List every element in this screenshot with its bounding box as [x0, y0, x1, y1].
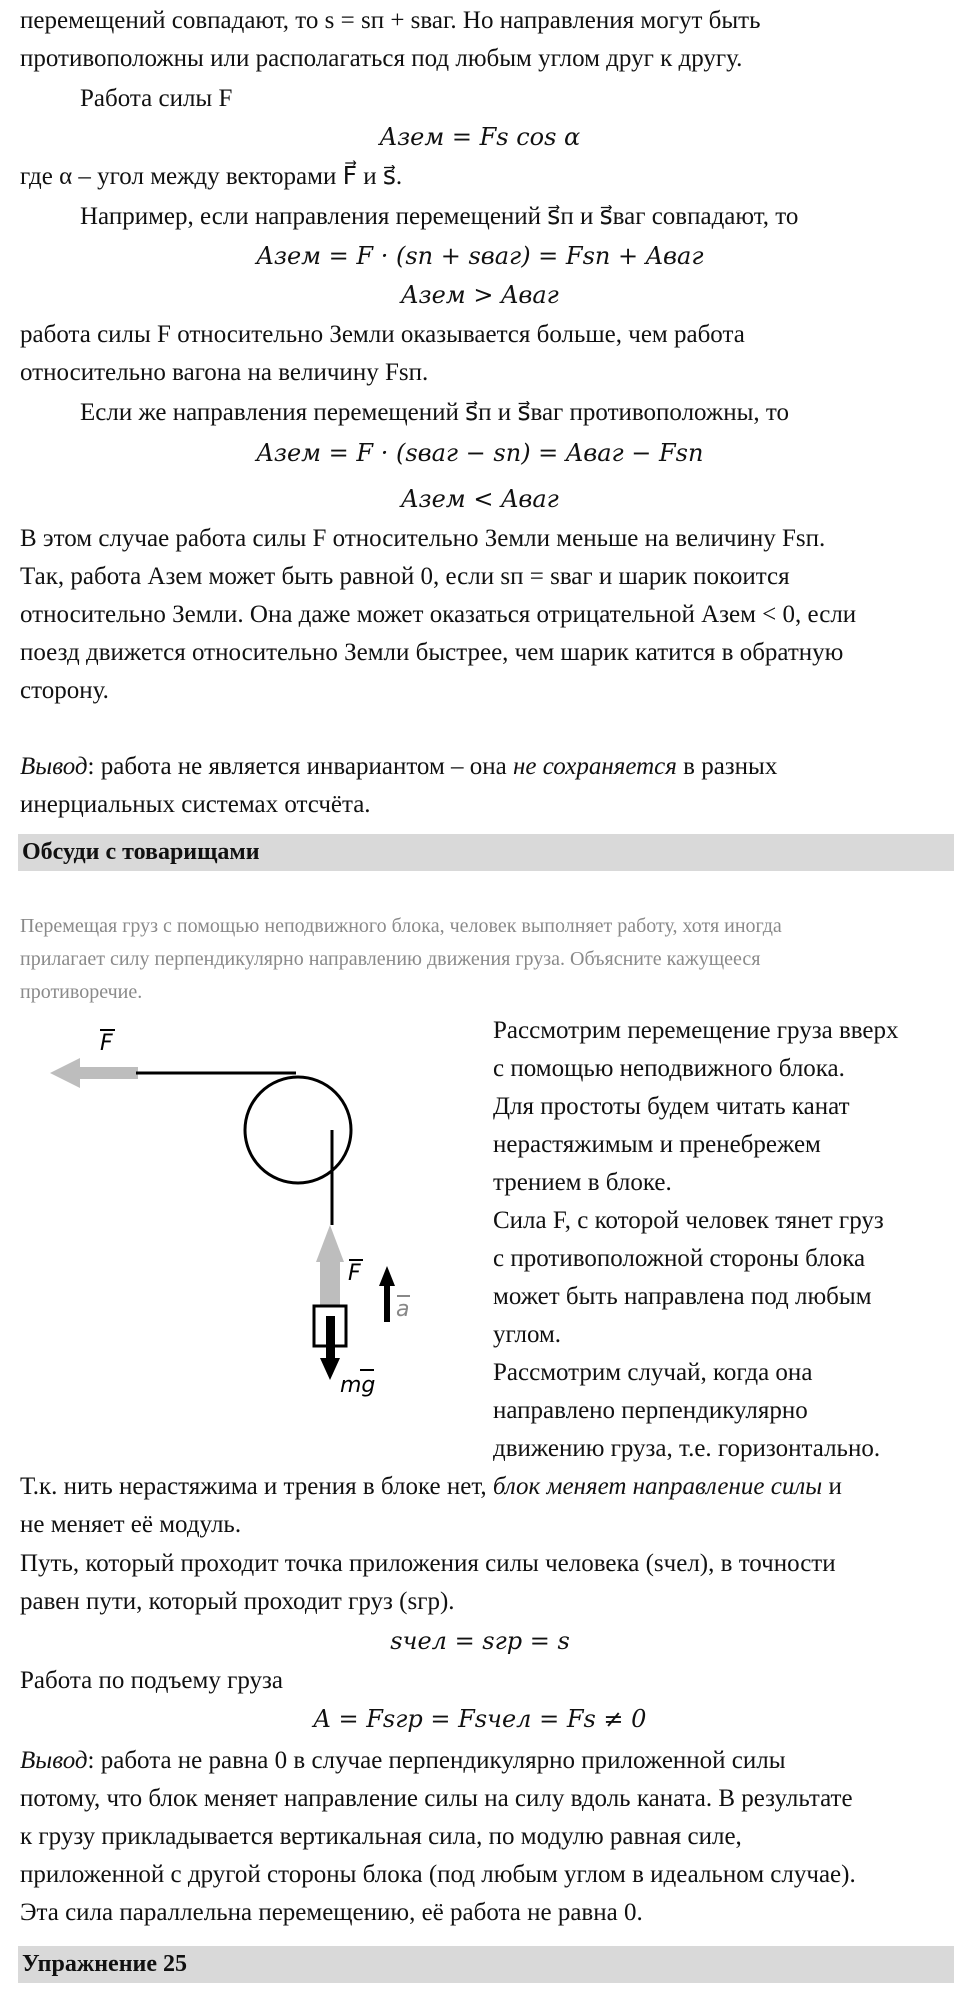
where-line: где α – угол между векторами F⃗ и s⃗. [20, 163, 403, 190]
text-emphasis: блок меняет направление силы [492, 1473, 823, 1500]
right-column [493, 1012, 953, 1468]
pulley-diagram [20, 1020, 440, 1400]
text-span: и [822, 1473, 842, 1500]
text-span: Т.к. нить нерастяжима и трения в блоке нет, [20, 1473, 493, 1500]
opposite-line: Если же направления перемещений s⃗п и s⃗ваг противоположны, то [80, 399, 789, 426]
right-line: с помощью неподвижного блока. [493, 1055, 845, 1082]
right-line: направлено перпендикулярно [493, 1397, 808, 1424]
pulley-wheel [245, 1077, 351, 1183]
force-arrow-head [50, 1058, 80, 1088]
paragraph-line: инерциальных системах отсчёта. [20, 791, 371, 818]
formula-path: sчел = sгр = s [390, 1627, 570, 1655]
tension-arrow-shaft [320, 1260, 340, 1306]
force-arrow-shaft [78, 1067, 138, 1079]
formula-greater: Aзем > Aваг [401, 281, 559, 309]
label-force-side: F [348, 1261, 361, 1286]
paragraph-line: противоположны или располагаться под любым углом друг к другу. [20, 45, 743, 72]
paragraph-line: Так, работа Aзем может быть равной 0, если sп = sваг и шарик покоится [20, 563, 790, 590]
paragraph-line: к грузу прикладывается вертикальная сила, по модулю равная силе, [20, 1823, 742, 1850]
formula-work-earth: Aзем = Fs cos α [379, 123, 581, 151]
question-line: прилагает силу перпендикулярно направлению движения груза. Объясните кажущееся [20, 948, 761, 970]
paragraph-line: работа силы F относительно Земли оказывается больше, чем работа [20, 321, 745, 348]
conclusion-line [20, 1742, 786, 1780]
paragraph-line: сторону. [20, 677, 109, 704]
paragraph-line: приложенной с другой стороны блока (под любым углом в идеальном случае). [20, 1861, 856, 1888]
formula-sum: Aзем = F · (sп + sваг) = Fsп + Aваг [256, 242, 704, 270]
conclusion-text: : работа не равна 0 в случае перпендикулярно приложенной силы [87, 1747, 786, 1774]
right-line: движению груза, т.е. горизонтально. [493, 1435, 881, 1462]
right-line: Рассмотрим случай, когда она [493, 1359, 813, 1386]
label-acceleration: a [396, 1297, 410, 1322]
paragraph-line: Эта сила параллельна перемещению, её работа не равна 0. [20, 1899, 643, 1926]
formula-difference: Aзем = F · (sваг − sп) = Aваг − Fsп [256, 439, 704, 467]
conclusion-word: Вывод [20, 753, 88, 780]
right-line: Рассмотрим перемещение груза вверх [493, 1017, 899, 1044]
formula-less: Aзем < Aваг [401, 485, 559, 513]
example-line: Например, если направления перемещений s⃗п и s⃗ваг совпадают, то [80, 203, 799, 230]
acceleration-arrow-head [379, 1266, 395, 1286]
right-line: Для простоты будем читать канат [493, 1093, 850, 1120]
paragraph-line: В этом случае работа силы F относительно Земли меньше на величину Fsп. [20, 525, 826, 552]
label-force-top: F [100, 1031, 113, 1056]
gravity-arrow-head [320, 1358, 340, 1380]
right-line: может быть направлена под любым [493, 1283, 872, 1310]
conclusion-text-end: в разных [676, 753, 778, 780]
conclusion-word: Вывод [20, 1747, 88, 1774]
label-gravity: mg [340, 1373, 376, 1398]
paragraph-line: не меняет её модуль. [20, 1511, 242, 1538]
paragraph-line: поезд движется относительно Земли быстрее, чем шарик катится в обратную [20, 639, 844, 666]
paragraph-line [20, 1468, 842, 1506]
section-header-discuss: Обсуди с товарищами [18, 834, 954, 871]
acceleration-arrow-shaft [384, 1282, 390, 1322]
paragraph-line: относительно Земли. Она даже может оказаться отрицательной Aзем < 0, если [20, 601, 857, 628]
tension-arrow-head [316, 1225, 344, 1262]
conclusion-text: : работа не является инвариантом – она [87, 753, 513, 780]
paragraph-line: перемещений совпадают, то s = sп + sваг. Но направления могут быть [20, 7, 761, 34]
right-line: трением в блоке. [493, 1169, 672, 1196]
right-line: с противоположной стороны блока [493, 1245, 866, 1272]
right-line: нерастяжимым и пренебрежем [493, 1131, 821, 1158]
right-line: Сила F, с которой человек тянет груз [493, 1207, 884, 1234]
paragraph-line: относительно вагона на величину Fsп. [20, 359, 429, 386]
question-line: противоречие. [20, 981, 143, 1003]
question-line: Перемещая груз с помощью неподвижного блока, человек выполняет работу, хотя иногда [20, 915, 782, 937]
paragraph-line: потому, что блок меняет направление силы на силу вдоль каната. В результате [20, 1785, 853, 1812]
right-line: углом. [493, 1321, 562, 1348]
formula-lift-work: A = Fsгр = Fsчел = Fs ≠ 0 [313, 1705, 647, 1733]
paragraph-line: Работа по подъему груза [20, 1667, 283, 1694]
conclusion-line [20, 748, 777, 786]
work-label: Работа силы F [80, 85, 233, 112]
paragraph-line: Путь, который проходит точка приложения силы человека (sчел), в точности [20, 1550, 836, 1577]
gravity-arrow-shaft [326, 1316, 335, 1362]
section-header-exercise: Упражнение 25 [18, 1946, 954, 1983]
conclusion-emphasis: не сохраняется [513, 753, 677, 780]
paragraph-line: равен пути, который проходит груз (sгр). [20, 1588, 455, 1615]
